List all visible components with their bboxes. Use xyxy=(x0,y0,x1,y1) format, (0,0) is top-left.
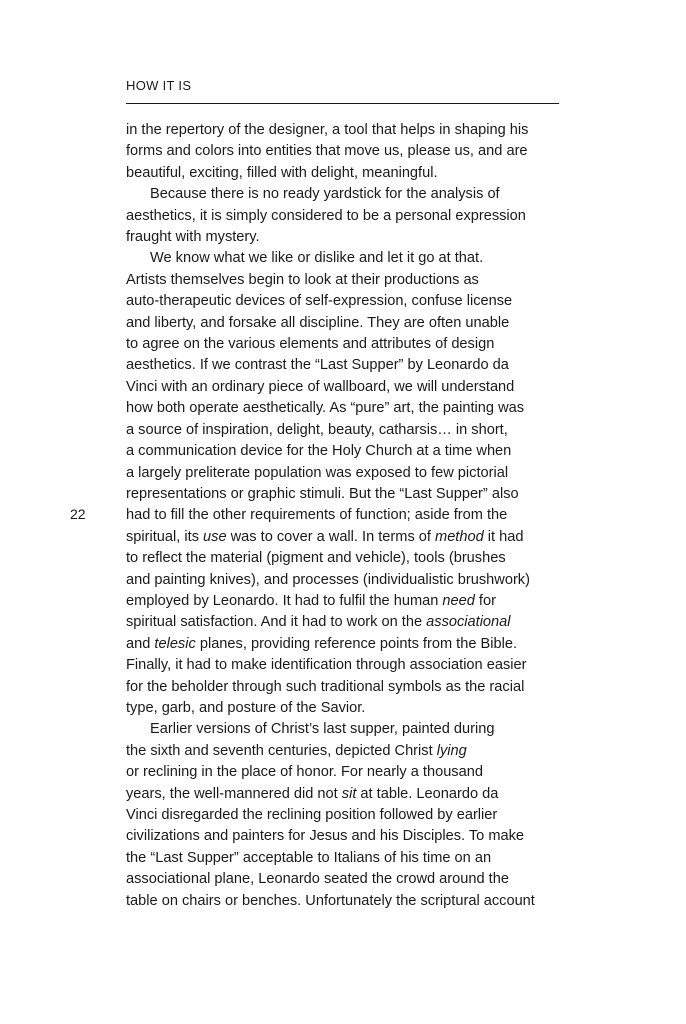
text-run: spiritual, its xyxy=(126,528,204,545)
text-line xyxy=(126,591,566,612)
emphasis-telesic: telesic xyxy=(154,635,196,652)
text-line: or reclining in the place of honor. For nearly a thousand xyxy=(126,764,483,781)
text-line xyxy=(126,741,566,762)
text-line: aesthetics. If we contrast the “Last Supper” by Leonardo da xyxy=(126,357,509,374)
text-line: We know what we like or dislike and let it go at that. xyxy=(150,250,484,267)
text-line: a largely preliterate population was exposed to few pictorial xyxy=(126,464,509,481)
body-text xyxy=(126,120,566,912)
text-run: employed by Leonardo. It had to fulfil the human xyxy=(126,592,443,609)
text-line: associational plane, Leonardo seated the crowd around the xyxy=(126,871,509,888)
emphasis-need: need xyxy=(442,592,475,609)
text-line: for the beholder through such traditional symbols as the racial xyxy=(126,678,525,695)
text-run: the sixth and seventh centuries, depicted Christ xyxy=(126,742,437,759)
text-run: at table. Leonardo da xyxy=(356,785,499,802)
text-run: for xyxy=(474,592,496,609)
text-line: Finally, it had to make identification through association easier xyxy=(126,657,527,674)
text-line: had to fill the other requirements of function; aside from the xyxy=(126,507,508,524)
text-line: Because there is no ready yardstick for the analysis of xyxy=(150,186,500,203)
text-line: to agree on the various elements and attributes of design xyxy=(126,336,495,353)
running-head: HOW IT IS xyxy=(126,78,192,93)
text-line: in the repertory of the designer, a tool that helps in shaping his xyxy=(126,122,529,138)
text-run: it had xyxy=(483,528,524,545)
text-line: civilizations and painters for Jesus and his Disciples. To make xyxy=(126,828,524,845)
text-line: type, garb, and posture of the Savior. xyxy=(126,699,366,716)
emphasis-associational: associational xyxy=(426,614,511,631)
text-line: forms and colors into entities that move us, please us, and are xyxy=(126,143,528,160)
text-line xyxy=(126,784,566,805)
text-line: and liberty, and forsake all discipline. They are often unable xyxy=(126,314,510,331)
text-run: and xyxy=(126,635,155,652)
text-line: how both operate aesthetically. As “pure” art, the painting was xyxy=(126,400,525,417)
text-line: auto-therapeutic devices of self-expression, confuse license xyxy=(126,293,513,310)
text-line: to reflect the material (pigment and vehicle), tools (brushes xyxy=(126,550,506,567)
text-line: fraught with mystery. xyxy=(126,229,260,246)
text-line xyxy=(126,527,566,548)
header-rule xyxy=(126,103,559,104)
emphasis-sit: sit xyxy=(341,785,357,802)
emphasis-method: method xyxy=(435,528,484,545)
text-line: a source of inspiration, delight, beauty, catharsis… in short, xyxy=(126,421,508,438)
text-line: the “Last Supper” acceptable to Italians of his time on an xyxy=(126,849,492,866)
text-line xyxy=(126,612,566,633)
text-line: representations or graphic stimuli. But the “Last Supper” also xyxy=(126,485,519,502)
text-line: a communication device for the Holy Church at a time when xyxy=(126,443,512,460)
text-line: Artists themselves begin to look at their productions as xyxy=(126,271,479,288)
text-run: years, the well-mannered did not xyxy=(126,785,342,802)
text-line: beautiful, exciting, filled with delight, meaningful. xyxy=(126,164,438,181)
text-line: table on chairs or benches. Unfortunately the scriptural account xyxy=(126,892,535,909)
emphasis-use: use xyxy=(203,528,227,545)
emphasis-lying: lying xyxy=(436,742,467,759)
page-number: 22 xyxy=(70,506,86,522)
text-run: was to cover a wall. In terms of xyxy=(226,528,436,545)
text-run: spiritual satisfaction. And it had to work on the xyxy=(126,614,427,631)
text-line: Earlier versions of Christ’s last supper, painted during xyxy=(150,721,495,738)
text-line: Vinci with an ordinary piece of wallboard, we will understand xyxy=(126,378,515,395)
text-line: Vinci disregarded the reclining position followed by earlier xyxy=(126,807,498,823)
text-line xyxy=(126,634,566,655)
text-line: and painting knives), and processes (individualistic brushwork) xyxy=(126,571,530,588)
text-line: aesthetics, it is simply considered to be a personal expression xyxy=(126,207,526,224)
text-run: planes, providing reference points from the Bible. xyxy=(195,635,518,652)
